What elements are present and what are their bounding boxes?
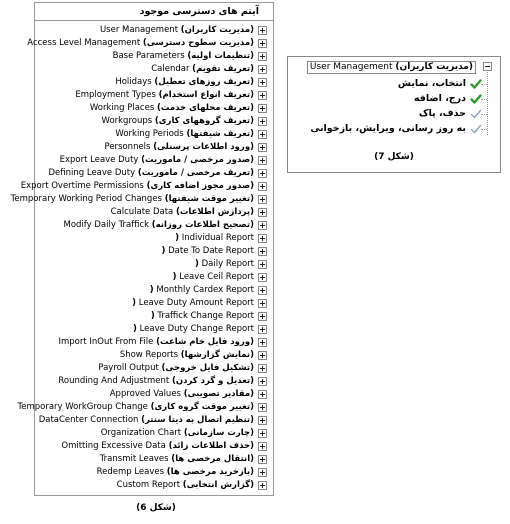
tree-item-label	[101, 427, 254, 440]
tree-item-label	[150, 284, 254, 297]
expand-plus-icon[interactable]	[258, 299, 267, 308]
tree-item[interactable]	[35, 349, 273, 362]
expand-plus-icon[interactable]	[258, 481, 267, 490]
item-name-fa: (نمایش گزارشها)	[180, 350, 254, 360]
tree-item[interactable]	[35, 76, 273, 89]
check-on-icon[interactable]	[470, 93, 482, 105]
item-name-fa: (ورود فایل خام شاعت)	[156, 337, 254, 347]
expand-plus-icon[interactable]	[258, 130, 267, 139]
expand-plus-icon[interactable]	[258, 26, 267, 35]
tree-item-label	[97, 466, 254, 479]
tree-item-label	[151, 63, 254, 76]
tree-item-label	[117, 479, 254, 492]
tree-item-label	[102, 115, 254, 128]
tree-item[interactable]	[35, 245, 273, 258]
expand-plus-icon[interactable]	[258, 52, 267, 61]
tree-item[interactable]	[17, 401, 273, 414]
tree-item[interactable]	[35, 362, 273, 375]
item-name-en: Individual Report	[181, 233, 254, 243]
expand-plus-icon[interactable]	[258, 78, 267, 87]
item-name-en: Show Reports	[119, 350, 179, 360]
tree-item-label	[98, 362, 254, 375]
tree-item[interactable]	[35, 219, 273, 232]
item-name-en: Modify Daily Traffick	[63, 220, 150, 230]
item-name-fa: (تعریف گروههای کاری)	[154, 116, 254, 126]
expand-plus-icon[interactable]	[258, 455, 267, 464]
tree-item-label	[100, 24, 254, 37]
permission-label: حذف، پاک	[418, 108, 466, 119]
item-name-fa: (تنظیمات اولیه)	[187, 51, 254, 61]
item-name-fa: (تغییر موقت گروه کاری)	[150, 402, 254, 412]
item-name-en: Personnels	[104, 142, 151, 152]
tree-item[interactable]	[35, 479, 273, 492]
expand-plus-icon[interactable]	[258, 312, 267, 321]
figure-7-caption: (شکل 7)	[374, 152, 414, 162]
tree-item-label	[195, 258, 254, 271]
tree-item[interactable]	[35, 167, 273, 180]
tree-item[interactable]	[35, 50, 273, 63]
tree-item[interactable]	[35, 63, 273, 76]
tree-item-label	[58, 375, 254, 388]
tree-item[interactable]	[35, 89, 273, 102]
item-name-en: Calculate Data	[110, 207, 174, 217]
expand-plus-icon[interactable]	[258, 221, 267, 230]
collapse-icon[interactable]	[483, 62, 492, 71]
item-name-en: Import InOut From File	[58, 337, 154, 347]
item-name-fa: )	[149, 285, 154, 295]
item-name-fa: )	[132, 298, 137, 308]
access-items-list	[10, 24, 273, 492]
expand-plus-icon[interactable]	[258, 247, 267, 256]
tree-item[interactable]	[35, 414, 273, 427]
tree-item-label	[75, 89, 254, 102]
permission-label: درج، اضافه	[413, 93, 466, 104]
tree-item-label	[27, 37, 254, 50]
item-name-fa: )	[195, 259, 199, 269]
item-name-fa: (حذف اطلاعات زائد)	[168, 441, 254, 451]
tree-item[interactable]	[35, 141, 273, 154]
tree-item-label	[120, 349, 254, 362]
tree-item[interactable]	[35, 427, 273, 440]
tree-item[interactable]	[35, 310, 273, 323]
tree-item[interactable]	[35, 453, 273, 466]
tree-item[interactable]	[20, 180, 273, 193]
tree-item[interactable]	[35, 154, 273, 167]
item-name-fa: (بازخرید مرخصی ها)	[166, 467, 254, 477]
tree-item[interactable]	[35, 336, 273, 349]
item-name-fa: (صدور مرخصی / ماموریت)	[141, 155, 254, 165]
expand-plus-icon[interactable]	[258, 364, 267, 373]
item-name-en: Base Parameters	[112, 51, 185, 61]
tree-item-label	[162, 245, 254, 258]
tree-item-label	[110, 388, 254, 401]
item-name-fa: (مدیریت سطوح دسترسی)	[142, 38, 254, 48]
item-name-en: Temporary Working Period Changes	[10, 194, 162, 204]
expand-plus-icon[interactable]	[258, 65, 267, 74]
tree-item[interactable]	[27, 37, 273, 50]
expand-plus-icon[interactable]	[258, 377, 267, 386]
item-name-en: Working Places	[89, 103, 155, 113]
tree-item-label	[90, 102, 254, 115]
item-name-fa: (صدور مجوز اضافه کاری)	[146, 181, 254, 191]
tree-item[interactable]	[35, 115, 273, 128]
tree-item[interactable]	[35, 128, 273, 141]
item-name-fa: (مقادیر تصویبی)	[183, 389, 254, 399]
expand-plus-icon[interactable]	[258, 104, 267, 113]
tree-item[interactable]	[35, 206, 273, 219]
tree-item-label	[115, 128, 254, 141]
item-name-en: Export Overtime Permissions	[20, 181, 144, 191]
expand-plus-icon[interactable]	[258, 208, 267, 217]
item-name-fa: (گزارش انتخابی)	[182, 480, 254, 490]
user-management-permissions-panel	[287, 56, 501, 173]
item-name-en: Rounding And Adjustment	[58, 376, 170, 386]
item-name-fa: )	[150, 311, 155, 321]
item-name-en: Leave Ceil Report	[179, 272, 254, 282]
expand-plus-icon[interactable]	[258, 91, 267, 100]
expand-plus-icon[interactable]	[258, 234, 267, 243]
tree-item-label	[173, 271, 254, 284]
item-name-en: Leave Duty Change Report	[139, 324, 254, 334]
item-name-fa: (پردازش اطلاعات)	[175, 207, 254, 217]
item-name-en: Workgroups	[101, 116, 153, 126]
tree-item-label	[64, 219, 254, 232]
expand-plus-icon[interactable]	[258, 286, 267, 295]
item-name-fa: (تصحیح اطلاعات روزانه)	[151, 220, 254, 230]
tree-item-label	[60, 154, 254, 167]
tree-item-label	[151, 310, 254, 323]
item-name-en: Transmit Leaves	[99, 454, 169, 464]
user-management-node[interactable]	[307, 61, 476, 74]
tree-item-label	[17, 401, 254, 414]
item-name-en: Employment Types	[75, 90, 156, 100]
item-name-fa: (تعریف روزهای تعطیل)	[154, 77, 254, 87]
tree-item[interactable]	[10, 193, 273, 206]
figure-6-caption: (شکل 6)	[136, 503, 176, 513]
item-name-en: Working Periods	[115, 129, 184, 139]
item-name-en: Monthly Cardex Report	[156, 285, 254, 295]
expand-plus-icon[interactable]	[258, 351, 267, 360]
item-name-fa: (تعریف تقویم)	[192, 64, 254, 74]
item-name-en: DataCenter Connection	[38, 415, 139, 425]
item-name-fa: (تعریف مرخصی / ماموریت)	[137, 168, 254, 178]
tree-item[interactable]	[35, 232, 273, 245]
expand-plus-icon[interactable]	[258, 429, 267, 438]
expand-plus-icon[interactable]	[258, 442, 267, 451]
expand-plus-icon[interactable]	[258, 273, 267, 282]
item-name-en: Payroll Output	[98, 363, 159, 373]
tree-item[interactable]	[35, 388, 273, 401]
expand-plus-icon[interactable]	[258, 416, 267, 425]
tree-item-label	[21, 180, 254, 193]
tree-item-label	[132, 297, 254, 310]
item-name-fa: )	[172, 272, 177, 282]
tree-item-label	[175, 232, 254, 245]
tree-item-label	[58, 336, 254, 349]
tree-item[interactable]	[35, 24, 273, 37]
expand-plus-icon[interactable]	[258, 195, 267, 204]
item-name-fa: (تنظیم اتصال به دیتا سنتر)	[141, 415, 254, 425]
expand-plus-icon[interactable]	[258, 143, 267, 152]
item-name-en: Holidays	[115, 77, 152, 87]
expand-plus-icon[interactable]	[258, 325, 267, 334]
tree-item-label	[111, 206, 254, 219]
tree-item[interactable]	[35, 466, 273, 479]
item-name-en: Redemp Leaves	[96, 467, 165, 477]
tree-item-label	[100, 453, 254, 466]
tree-item[interactable]	[35, 271, 273, 284]
access-items-tree-panel	[10, 2, 274, 496]
tree-item[interactable]	[35, 284, 273, 297]
expand-plus-icon[interactable]	[258, 338, 267, 347]
item-name-fa: (انتقال مرخصی ها)	[171, 454, 254, 464]
tree-item-label	[11, 193, 254, 206]
node-title-en: User Management	[309, 62, 393, 72]
expand-plus-icon[interactable]	[258, 260, 267, 269]
expand-plus-icon[interactable]	[258, 169, 267, 178]
item-name-en: Organization Chart	[100, 428, 182, 438]
item-name-fa: )	[161, 246, 166, 256]
tree-item[interactable]	[35, 297, 273, 310]
item-name-fa: )	[133, 324, 137, 334]
tree-item[interactable]	[35, 323, 273, 336]
tree-item[interactable]	[35, 258, 273, 271]
permission-label: انتخاب، نمایش	[397, 78, 466, 89]
expand-plus-icon[interactable]	[258, 403, 267, 412]
item-name-en: Omitting Excessive Data	[61, 441, 166, 451]
item-name-fa: (تشکیل فایل خروجی)	[161, 363, 254, 373]
tree-item[interactable]	[35, 102, 273, 115]
tree-item-label	[105, 141, 255, 154]
expand-plus-icon[interactable]	[258, 117, 267, 126]
item-name-fa: )	[175, 233, 180, 243]
tree-item-label	[61, 440, 254, 453]
item-name-en: Temporary WorkGroup Change	[17, 402, 148, 412]
expand-plus-icon[interactable]	[258, 156, 267, 165]
permission-label: به روز رسانی، ویرایش، بازخوانی	[310, 123, 466, 134]
item-name-en: User Management	[99, 25, 179, 35]
check-off-icon[interactable]	[470, 108, 482, 120]
item-name-fa: (تعریف انواع استخدام)	[158, 90, 254, 100]
tree-item-label	[133, 323, 254, 336]
tree-item-label	[113, 50, 254, 63]
item-name-en: Date To Date Report	[168, 246, 254, 256]
item-name-fa: (مدیریت کاربران)	[180, 25, 254, 35]
item-name-en: Custom Report	[116, 480, 181, 490]
expand-plus-icon[interactable]	[258, 182, 267, 191]
item-name-en: Defining Leave Duty	[48, 168, 136, 178]
item-name-en: Access Level Management	[27, 38, 141, 48]
item-name-fa: (تعریف شیفتها)	[186, 129, 254, 139]
expand-plus-icon[interactable]	[258, 39, 267, 48]
node-title-fa: (مدیریت کاربران)	[395, 62, 473, 72]
tree-item-label	[49, 167, 255, 180]
item-name-en: Approved Values	[109, 389, 181, 399]
tree-connector-line	[487, 72, 488, 135]
item-name-fa: (ورود اطلاعات پرسنلی)	[153, 142, 254, 152]
tree-item-label	[39, 414, 254, 427]
item-name-fa: (تعریف محلهای خدمت)	[156, 103, 254, 113]
check-on-icon[interactable]	[470, 78, 482, 90]
expand-plus-icon[interactable]	[258, 468, 267, 477]
item-name-en: Calendar	[151, 64, 190, 74]
item-name-en: Daily Report	[201, 259, 254, 269]
item-name-en: Export Leave Duty	[59, 155, 139, 165]
tree-header: آیتم های دسترسی موجود	[35, 3, 273, 21]
item-name-en: Traffick Change Report	[157, 311, 254, 321]
tree-item[interactable]	[35, 440, 273, 453]
check-off-icon[interactable]	[470, 123, 482, 135]
item-name-fa: (چارت سازمانی)	[183, 428, 254, 438]
item-name-fa: (تعدیل و گرد کردن)	[171, 376, 254, 386]
expand-plus-icon[interactable]	[258, 390, 267, 399]
item-name-en: Leave Duty Amount Report	[138, 298, 254, 308]
tree-item[interactable]	[35, 375, 273, 388]
item-name-fa: (تغییر موقت شیفتها)	[164, 194, 254, 204]
tree-item-label	[115, 76, 254, 89]
